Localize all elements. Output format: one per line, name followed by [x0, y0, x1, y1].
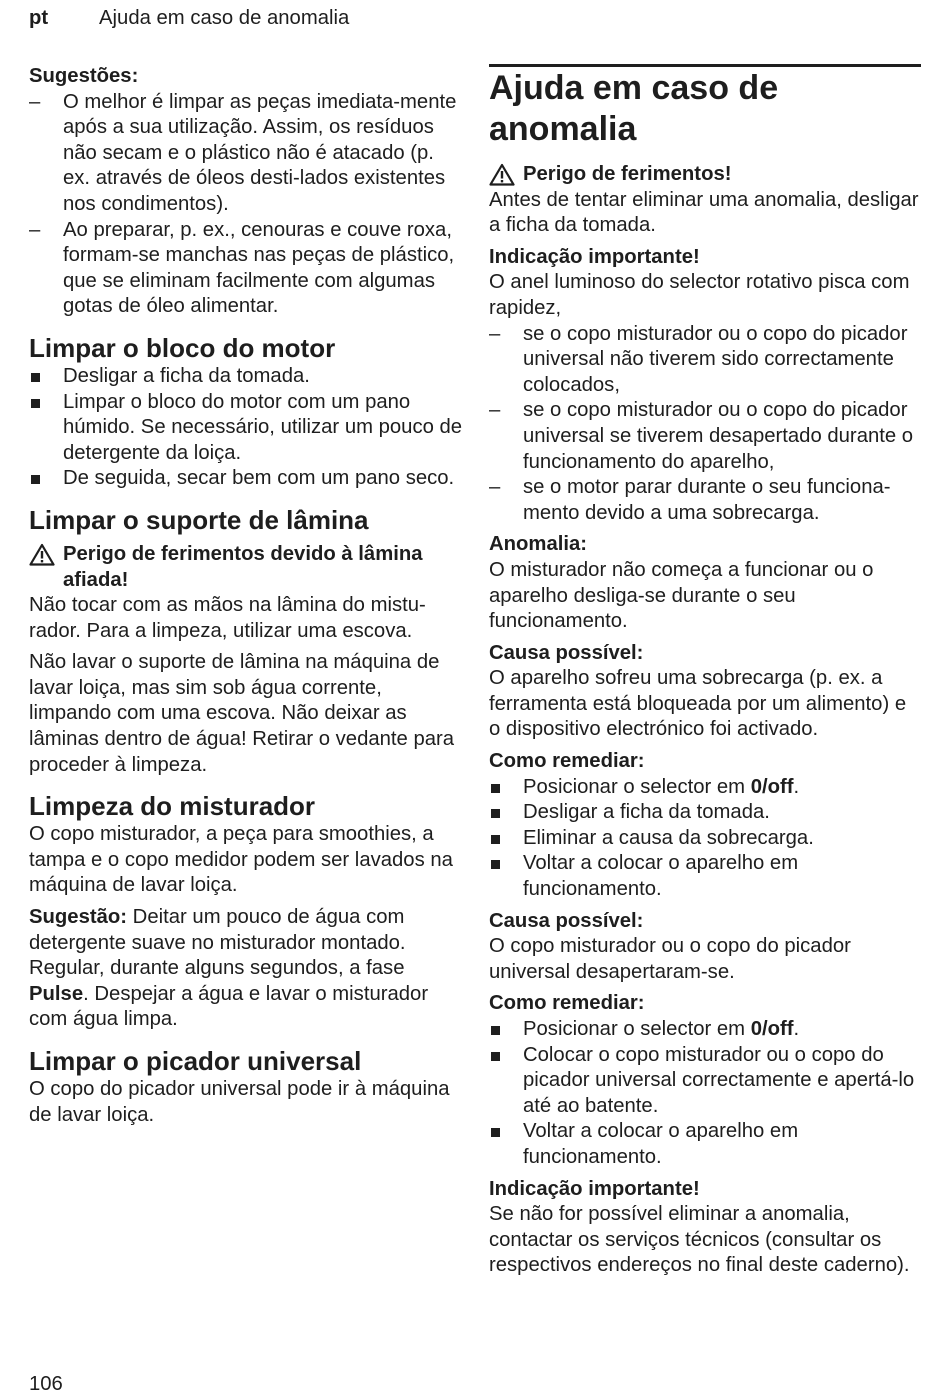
list-item-text: O melhor é limpar as peças imediata-mente após a sua utilização. Assim, os resíduos não secam e o plástico não é atacado (p. ex. através de óleos desti-lados existentes nos condimentos). — [63, 90, 457, 215]
list-item-text: Voltar a colocar o aparelho em funcionamento. — [523, 1120, 799, 1168]
square-bullet-icon — [491, 1052, 500, 1061]
warning-text: Perigo de ferimentos! — [523, 163, 732, 185]
list-item — [29, 364, 465, 390]
tip-text-a: Deitar um pouco de água com detergente suave no misturador montado. Regular, durante alguns segundos, a fase — [29, 906, 406, 980]
cause-text-1: O aparelho sofreu uma sobrecarga (p. ex. a ferramenta está bloqueada por um alimento) e o dispositivo electrónico foi activado. — [489, 667, 907, 741]
section-title: Ajuda em caso de anomalia — [489, 69, 779, 148]
square-bullet-icon — [491, 860, 500, 869]
square-bullet-icon — [491, 1026, 500, 1035]
list-item — [489, 1043, 921, 1120]
warning-triangle-icon — [489, 163, 515, 186]
chopper-heading: Limpar o picador universal — [29, 1046, 362, 1076]
square-bullet-icon — [31, 373, 40, 382]
list-item-text: De seguida, secar bem com um pano seco. — [63, 467, 455, 490]
remedy-label-2: Como remediar: — [489, 992, 645, 1015]
list-item — [489, 398, 921, 475]
list-item — [489, 826, 921, 852]
dash-marker: – — [489, 399, 501, 422]
right-column — [489, 64, 921, 1285]
important-text-1: O anel luminoso do selector rotativo pisca com rapidez, — [489, 271, 910, 319]
page-number: 106 — [29, 1373, 63, 1395]
list-item-text: Posicionar o selector em — [523, 775, 751, 798]
square-bullet-icon — [31, 399, 40, 408]
list-item — [489, 1119, 921, 1170]
list-item-text: se o copo misturador ou o copo do picador universal não tiverem sido correctamente colocados, — [523, 322, 908, 396]
square-bullet-icon — [491, 784, 500, 793]
square-bullet-icon — [31, 475, 40, 484]
blender-tip — [29, 905, 465, 1033]
list-item-text: se o motor parar durante o seu funciona-mento devido a uma sobrecarga. — [523, 476, 891, 524]
list-item-text: Voltar a colocar o aparelho em funcionamento. — [523, 852, 799, 901]
switch-setting: 0/off — [750, 775, 794, 798]
list-item-text: se o copo misturador ou o copo do picador universal se tiverem desapertado durante o funcionamento do aparelho, — [523, 399, 914, 473]
list-item — [29, 466, 465, 492]
dash-marker: – — [489, 476, 501, 499]
remedy-label-1: Como remediar: — [489, 750, 645, 773]
blade-warning — [29, 542, 465, 593]
list-item — [29, 218, 465, 320]
warning-paragraph: Antes de tentar eliminar uma anomalia, desligar a ficha da tomada. — [489, 188, 919, 237]
pulse-setting: Pulse — [29, 982, 84, 1005]
language-code: pt — [29, 7, 49, 29]
square-bullet-icon — [491, 809, 500, 818]
tip-label: Sugestão: — [29, 906, 128, 929]
anomaly-text: O misturador não começa a funcionar ou o aparelho desliga-se durante o seu funcionamento. — [489, 558, 874, 633]
list-item-text: Posicionar o selector em — [523, 1018, 751, 1040]
cause-label-2: Causa possível: — [489, 909, 644, 932]
square-bullet-icon — [491, 835, 500, 844]
list-item-text: Colocar o copo misturador ou o copo do picador universal correctamente e apertá-lo até ao batente. — [523, 1043, 915, 1117]
remedy-list-2 — [489, 1017, 921, 1171]
list-item — [489, 851, 921, 902]
blender-paragraph: O copo misturador, a peça para smoothies, a tampa e o copo medidor podem ser lavados na máquina de lavar loiça. — [29, 823, 453, 897]
dash-marker: – — [489, 322, 501, 345]
list-item-text: . — [793, 775, 800, 798]
list-item-text: Limpar o bloco do motor com um pano húmido. Se necessário, utilizar um pouco de detergente da loiça. — [63, 390, 463, 464]
switch-setting: 0/off — [750, 1018, 794, 1040]
suggestions-label: Sugestões: — [29, 65, 139, 87]
list-item-text: Desligar a ficha da tomada. — [63, 364, 310, 387]
list-item — [489, 775, 921, 801]
list-item — [489, 322, 921, 399]
tip-text-b: . Despejar a água e lavar o misturador com água limpa. — [29, 982, 429, 1031]
list-item-text: Desligar a ficha da tomada. — [523, 801, 770, 824]
section-rule — [489, 64, 921, 67]
list-item-text: . — [793, 1018, 800, 1040]
cause-text-2: O copo misturador ou o copo do picador universal desapertaram-se. — [489, 935, 851, 983]
blade-paragraph-2: Não lavar o suporte de lâmina na máquina de lavar loiça, mas sim sob água corrente, limpando com uma escova. Não deixar as lâminas dentro de água! Retirar o vedante para proceder à limpeza. — [29, 651, 455, 776]
important-list — [489, 322, 921, 527]
injury-warning — [489, 162, 921, 188]
dash-marker: – — [29, 218, 41, 241]
cause-label-1: Causa possível: — [489, 641, 644, 664]
warning-text: Perigo de ferimentos devido à lâmina afiada! — [63, 542, 423, 591]
warning-triangle-icon — [29, 543, 55, 566]
important-text-2: Se não for possível eliminar a anomalia, contactar os serviços técnicos (consultar os respectivos endereços no final deste caderno). — [489, 1203, 910, 1277]
important-label-1: Indicação importante! — [489, 245, 700, 268]
important-label-2: Indicação importante! — [489, 1177, 700, 1200]
list-item — [29, 90, 465, 218]
anomaly-label: Anomalia: — [489, 533, 588, 556]
list-item-text: Eliminar a causa da sobrecarga. — [523, 826, 814, 849]
suggestions-list — [29, 90, 465, 320]
list-item — [489, 475, 921, 526]
list-item — [489, 800, 921, 826]
blade-heading: Limpar o suporte de lâmina — [29, 504, 369, 535]
blade-paragraph-1: Não tocar com as mãos na lâmina do mistu-rador. Para a limpeza, utilizar uma escova. — [29, 594, 426, 642]
list-item — [29, 390, 465, 467]
list-item — [489, 1017, 921, 1043]
motor-heading: Limpar o bloco do motor — [29, 332, 336, 363]
running-title: Ajuda em caso de anomalia — [99, 7, 350, 29]
chopper-paragraph: O copo do picador universal pode ir à máquina de lavar loiça. — [29, 1078, 450, 1126]
motor-list — [29, 364, 465, 492]
remedy-list-1 — [489, 775, 921, 903]
square-bullet-icon — [491, 1128, 500, 1137]
list-item-text: Ao preparar, p. ex., cenouras e couve roxa, formam-se manchas nas peças de plástico, que se eliminam facilmente com algumas gotas de óleo alimentar. — [63, 218, 455, 318]
blender-heading: Limpeza do misturador — [29, 791, 316, 822]
left-column — [29, 64, 465, 1134]
dash-marker: – — [29, 90, 41, 113]
